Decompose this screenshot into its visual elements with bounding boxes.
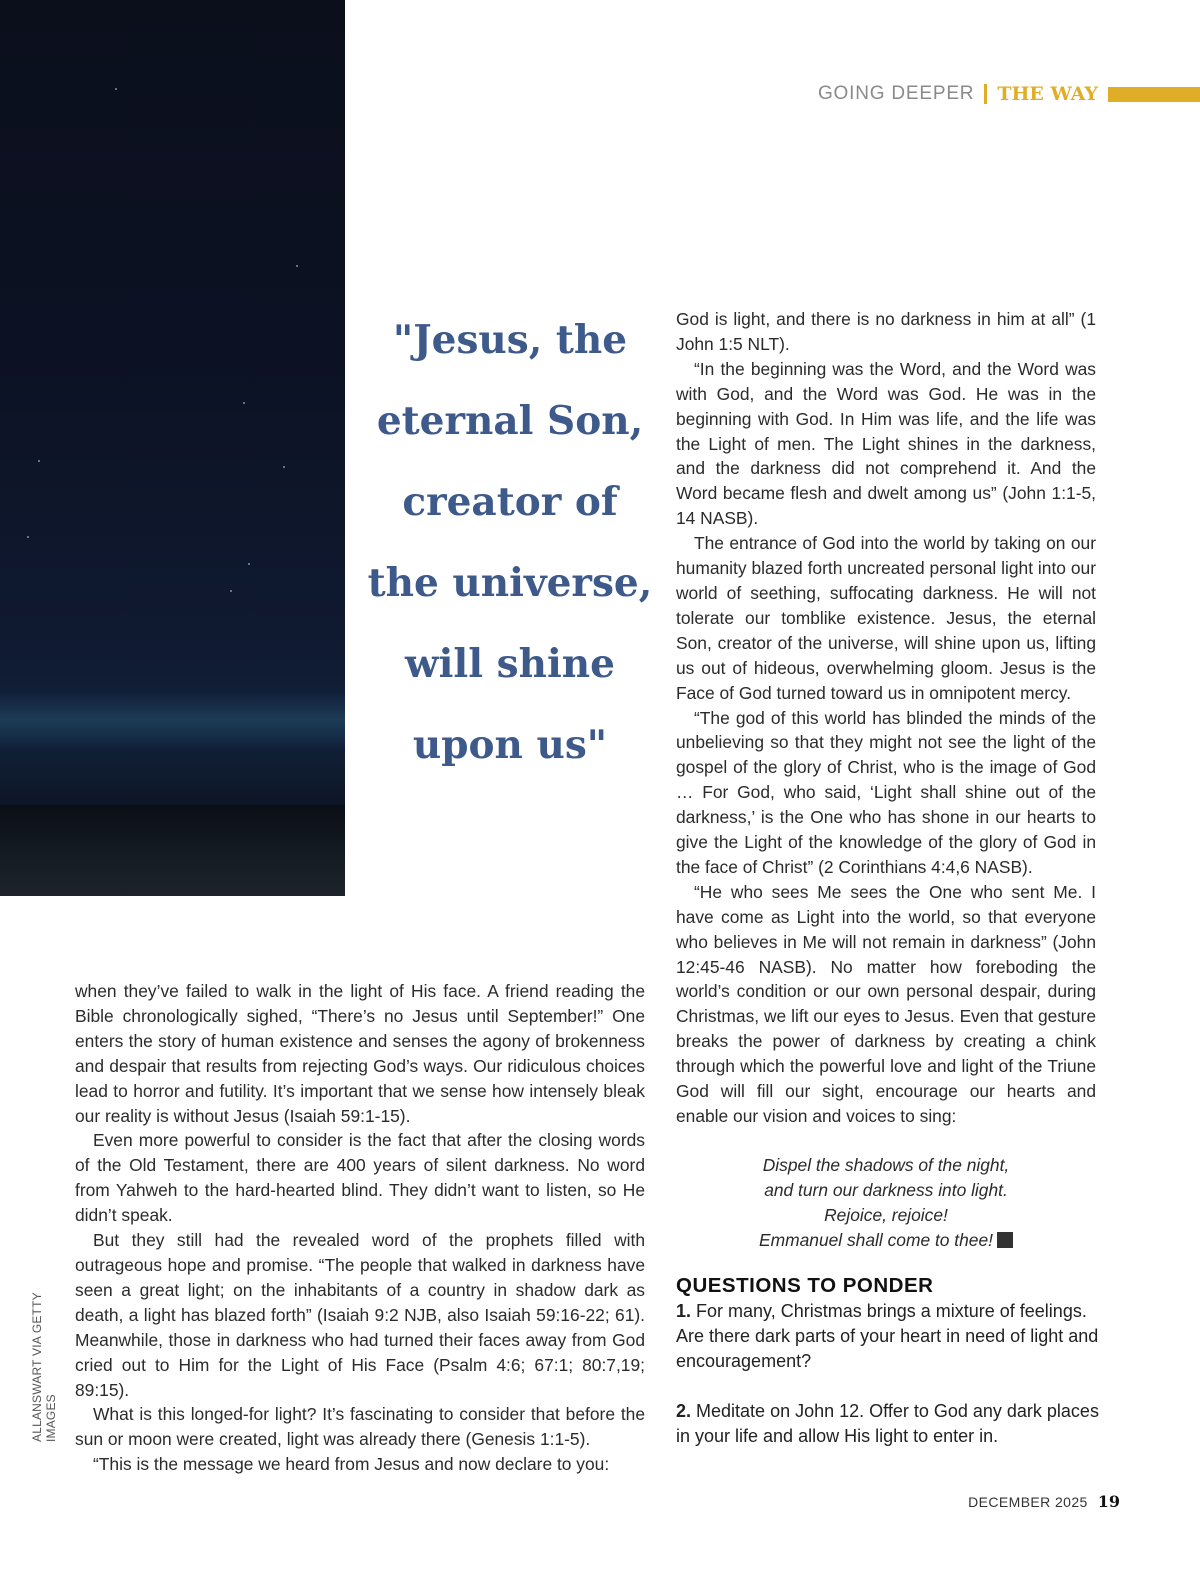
question-item	[676, 1299, 1106, 1374]
page-number: 19	[1097, 1492, 1120, 1511]
pull-quote-line: the universe,	[367, 560, 653, 606]
body-column-right	[676, 307, 1096, 1129]
paragraph: But they still had the revealed word of the prophets filled with outrageous hope and promise. “The people that walked in darkness have seen a great light; on the inhabitants of a country in shadow dark as death, a light has blazed forth” (Isaiah 9:2 NJB, also Isaiah 59:16-22; 61). Meanwhile, those in darkness who had turned their faces away from God cried out to Him for the Light of His Face (Psalm 4:6; 67:1; 80:7,19; 89:15).	[75, 1230, 645, 1400]
body-column-left	[75, 979, 645, 1477]
pull-quote-line: upon us"	[412, 722, 608, 768]
photo-credit: ALLANSWART VIA GETTY IMAGES	[30, 1292, 58, 1442]
question-item	[676, 1399, 1106, 1449]
verse-line: Dispel the shadows of the night,	[762, 1155, 1010, 1175]
paragraph: “This is the message we heard from Jesus and now declare to you:	[93, 1454, 610, 1475]
verse-line: Emmanuel shall come to thee!	[759, 1229, 993, 1250]
pull-quote-line: will shine	[405, 641, 615, 687]
question-number: 1.	[676, 1301, 692, 1321]
paragraph: when they’ve failed to walk in the light of His face. A friend reading the Bible chronologically sighed, “There’s no Jesus until September!” One enters the story of human existence and senses the agony of brokenness and despair that results from rejecting God’s ways. Our ridiculous choices lead to horror and futility. It’s important that we sense how intensely bleak our reality is without Jesus (Isaiah 59:1-15).	[75, 981, 645, 1126]
accent-bar	[1108, 87, 1200, 102]
questions-box	[676, 1273, 1106, 1449]
section-header	[818, 82, 1200, 106]
paragraph: The entrance of God into the world by taking on our humanity blazed forth uncreated personal light into our world of seething, suffocating darkness. He will not tolerate our tomblike existence. Jesus, the eternal Son, creator of the universe, will shine upon us, lifting us out of hideous, overwhelming gloom. Jesus is the Face of God turned toward us in omnipotent mercy.	[676, 533, 1096, 703]
paragraph: Even more powerful to consider is the fact that after the closing words of the Old Testament, there are 400 years of silent darkness. No word from Yahweh to the hard-hearted blind. They didn’t want to listen, so He didn’t speak.	[75, 1130, 645, 1226]
paragraph: What is this longed-for light? It’s fascinating to consider that before the sun or moon were created, light was already there (Genesis 1:1-5).	[75, 1404, 645, 1450]
verse-line: Rejoice, rejoice!	[824, 1204, 948, 1225]
column-name: THE WAY	[997, 83, 1098, 105]
paragraph: “In the beginning was the Word, and the Word was with God, and the Word was God. He was in the beginning with God. In Him was life, and the life was the Light of men. The Light shines in the darkness, and the darkness did not comprehend it. And the Word became flesh and dwelt among us” (John 1:1-5, 14 NASB).	[676, 358, 1096, 529]
page-footer	[968, 1492, 1120, 1511]
header-divider	[984, 84, 987, 104]
issue-date: DECEMBER 2025	[968, 1494, 1088, 1510]
question-text: For many, Christmas brings a mixture of feelings. Are there dark parts of your heart in need of light and encouragement?	[676, 1301, 1099, 1371]
paragraph: “He who sees Me sees the One who sent Me. I have come as Light into the world, so that everyone who believes in Me will not remain in darkness” (John 12:45-46 NASB). No matter how foreboding the world’s condition or our own personal despair, during Christmas, we lift our eyes to Jesus. Even that gesture breaks the power of darkness by creating a chink through which the powerful love and light of the Triune God will fill our sight, encourage our hearts and enable our vision and voices to sing:	[676, 881, 1096, 1126]
paragraph: “The god of this world has blinded the minds of the unbelieving so that they might not see the light of the gospel of the glory of Christ, who is the image of God … For God, who said, ‘Light shall shine out of the darkness,’ is the One who has shone in our hearts to give the Light of the knowledge of the glory of God in the face of Christ” (2 Corinthians 4:4,6 NASB).	[676, 707, 1096, 877]
pull-quote	[360, 300, 660, 786]
pull-quote-line: creator of	[402, 479, 618, 525]
question-text: Meditate on John 12. Offer to God any dark places in your life and allow His light to enter in.	[676, 1401, 1099, 1446]
hymn-verse	[676, 1153, 1096, 1253]
verse-line: and turn our darkness into light.	[764, 1179, 1008, 1200]
paragraph: God is light, and there is no darkness in him at all” (1 John 1:5 NLT).	[676, 309, 1096, 354]
pull-quote-line: "Jesus, the	[392, 317, 628, 363]
question-number: 2.	[676, 1401, 692, 1421]
pull-quote-line: eternal Son,	[376, 398, 644, 444]
section-label: GOING DEEPER	[817, 83, 975, 104]
questions-title: QUESTIONS TO PONDER	[676, 1274, 934, 1297]
end-mark-icon	[997, 1232, 1013, 1248]
night-sky-photo	[0, 0, 345, 896]
